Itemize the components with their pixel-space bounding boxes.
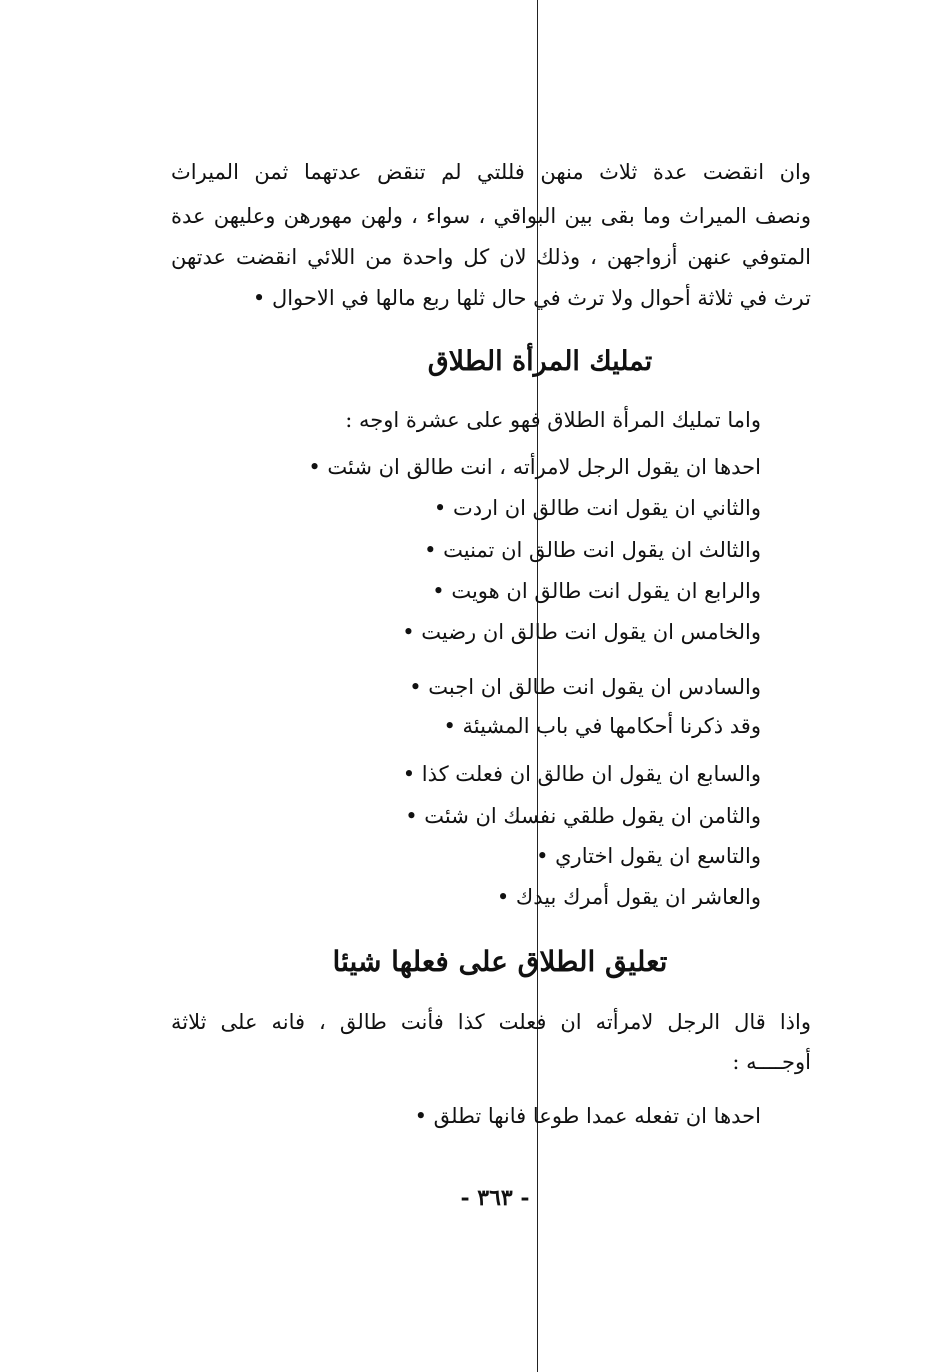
list-item: والسابع ان يقول ان طالق ان فعلت كذا • bbox=[402, 762, 761, 786]
list-item: والعاشر ان يقول أمرك بيدك • bbox=[496, 885, 761, 909]
list-item: والثاني ان يقول انت طالق ان اردت • bbox=[433, 496, 761, 520]
final-list-item: احدها ان تفعله عمدا طوعا فانها تطلق • bbox=[414, 1104, 761, 1128]
paragraph-1-line-4: ترث في ثلاثة أحوال ولا ترث في حال ثلها ربع مالها في الاحوال • bbox=[252, 286, 811, 310]
list-item: والثامن ان يقول طلقي نفسك ان شئت • bbox=[405, 804, 761, 828]
list-item: والتاسع ان يقول اختاري • bbox=[536, 844, 761, 868]
list-item: احدها ان يقول الرجل لامرأته ، انت طالق ان شئت • bbox=[308, 455, 761, 479]
paragraph-1-line-1: وان انقضت عدة ثلاث منهن فللتي لم تنقض عدتهما ثمن الميراث bbox=[171, 160, 811, 184]
section-heading-1: تمليك المرأة الطلاق bbox=[427, 346, 653, 377]
paragraph-2-line-2: أوجــــه : bbox=[732, 1050, 811, 1074]
section-heading-2: تعليق الطلاق على فعلها شيئا bbox=[332, 945, 668, 978]
paragraph-1-line-3: المتوفي عنهن أزواجهن ، وذلك لان كل واحدة من اللائي انقضت عدتهن bbox=[171, 245, 811, 269]
paragraph-1-line-2: ونصف الميراث وما بقى بين البواقي ، سواء ، ولهن مهورهن وعليهن عدة bbox=[171, 204, 811, 228]
list-item: وقد ذكرنا أحكامها في باب المشيئة • bbox=[443, 714, 761, 738]
list-item: والثالث ان يقول انت طالق ان تمنيت • bbox=[424, 538, 761, 562]
section-1-intro: واما تمليك المرأة الطلاق فهو على عشرة اوجه : bbox=[345, 408, 761, 432]
page-number: - ٣٦٣ - bbox=[460, 1185, 530, 1211]
list-item: والسادس ان يقول انت طالق ان اجبت • bbox=[409, 675, 761, 699]
paragraph-2-line-1: واذا قال الرجل لامرأته ان فعلت كذا فأنت طالق ، فانه على ثلاثة bbox=[171, 1010, 811, 1034]
list-item: والرابع ان يقول انت طالق ان هويت • bbox=[432, 579, 761, 603]
list-item: والخامس ان يقول انت طالق ان رضيت • bbox=[402, 620, 761, 644]
